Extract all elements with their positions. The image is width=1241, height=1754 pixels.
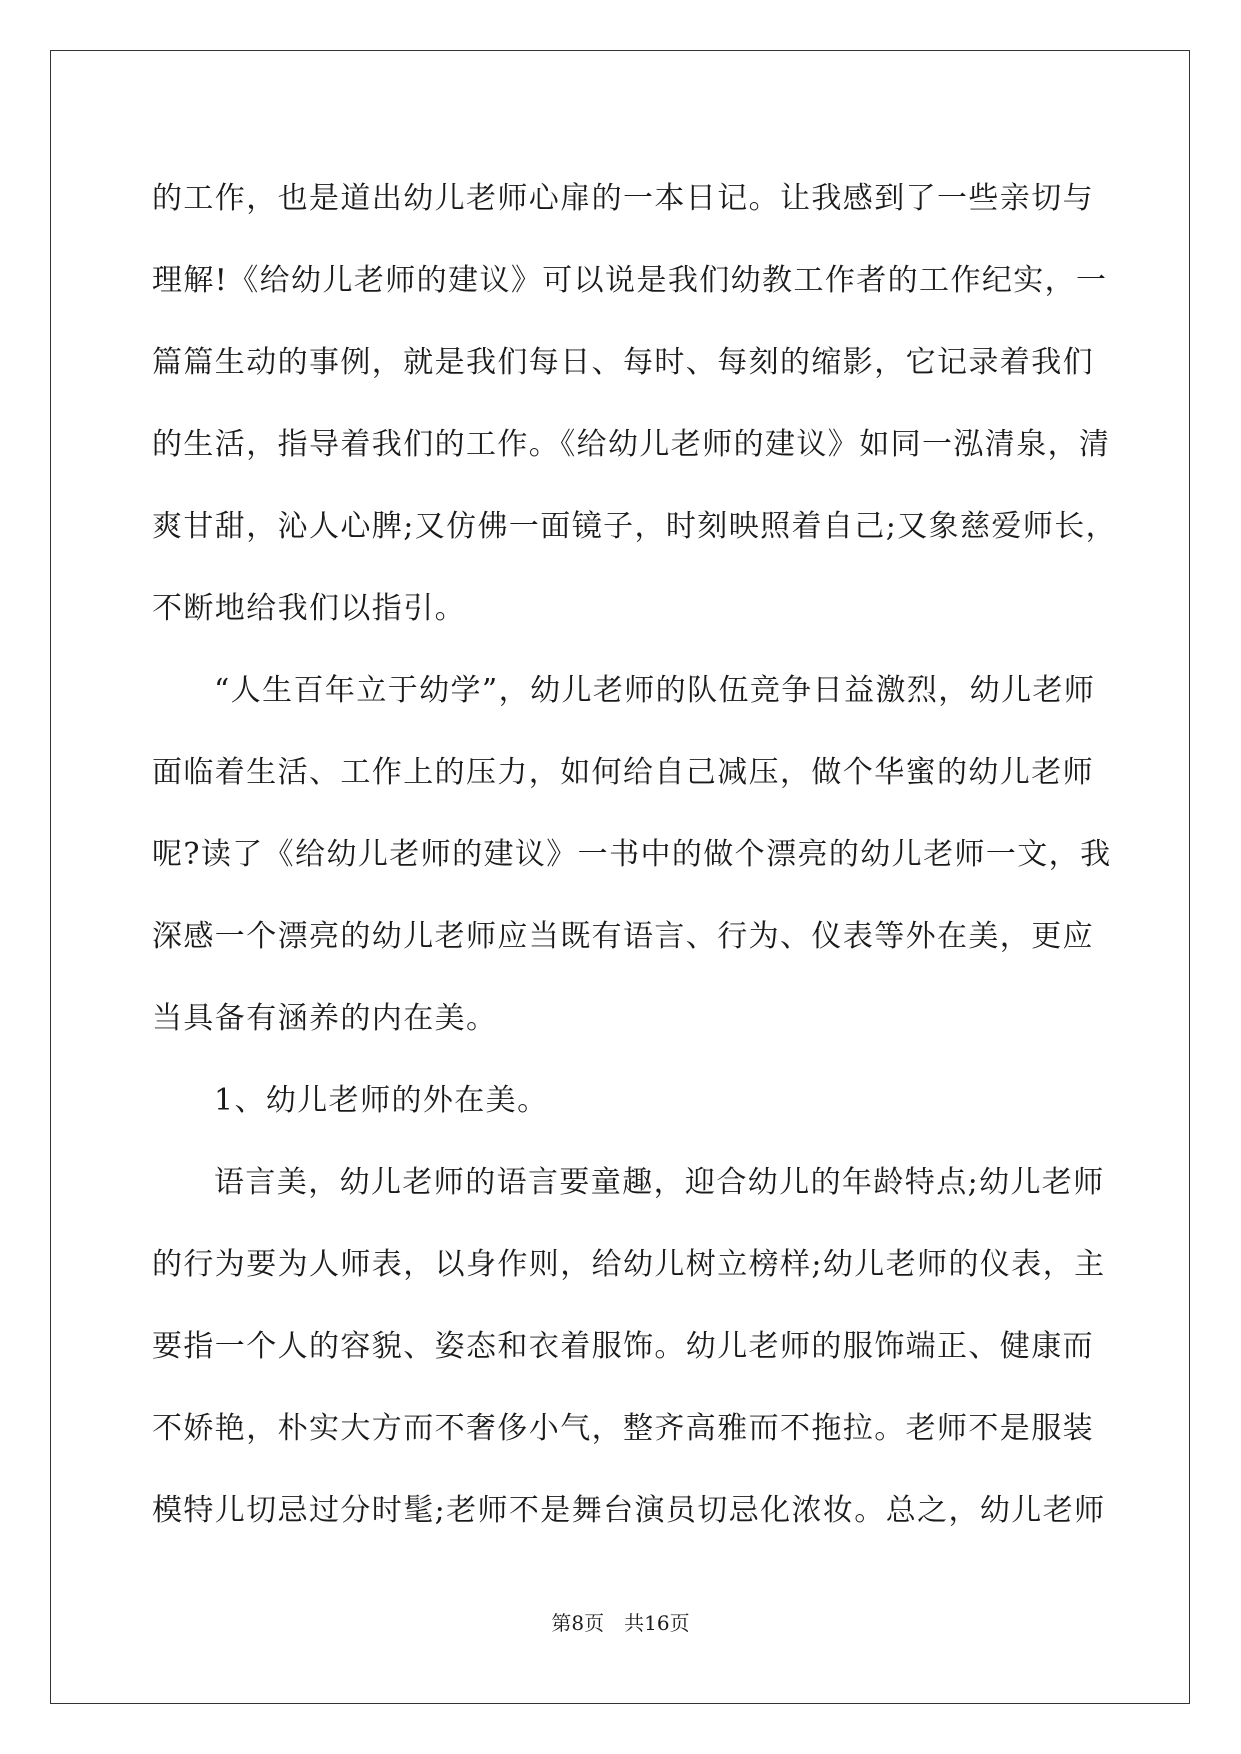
text-line: 的工作，也是道出幼儿老师心扉的一本日记。让我感到了一些亲切与 (152, 181, 1094, 216)
page-footer (0, 1607, 1241, 1636)
text-line: 呢?读了《给幼儿老师的建议》一书中的做个漂亮的幼儿老师一文，我 (152, 837, 1112, 872)
text-line: 的生活，指导着我们的工作。《给幼儿老师的建议》如同一泓清泉，清 (152, 427, 1111, 462)
text-line: 1、幼儿老师的外在美。 (214, 1083, 549, 1118)
text-line: 的行为要为人师表，以身作则，给幼儿树立榜样;幼儿老师的仪表，主 (152, 1247, 1106, 1282)
text-line: 深感一个漂亮的幼儿老师应当既有语言、行为、仪表等外在美，更应 (152, 919, 1094, 954)
page-number: 第8页 (551, 1611, 605, 1635)
text-line: “人生百年立于幼学”，幼儿老师的队伍竞争日益激烈，幼儿老师 (214, 673, 1096, 708)
paragraph-2 (152, 650, 1112, 1060)
text-line: 爽甘甜，沁人心脾;又仿佛一面镜子，时刻映照着自己;又象慈爱师长， (152, 509, 1118, 544)
text-line: 面临着生活、工作上的压力，如何给自己减压，做个华蜜的幼儿老师 (152, 755, 1094, 790)
text-line: 不断地给我们以指引。 (152, 591, 466, 626)
paragraph-1 (152, 158, 1118, 650)
paragraph-3 (152, 1142, 1106, 1552)
text-line: 篇篇生动的事例，就是我们每日、每时、每刻的缩影，它记录着我们 (152, 345, 1094, 380)
page-total: 共16页 (624, 1611, 690, 1635)
text-line: 当具备有涵养的内在美。 (152, 1001, 498, 1036)
text-line: 要指一个人的容貌、姿态和衣着服饰。幼儿老师的服饰端正、健康而 (152, 1329, 1094, 1364)
text-line: 模特儿切忌过分时髦;老师不是舞台演员切忌化浓妆。总之，幼儿老师 (152, 1493, 1106, 1528)
document-body (152, 158, 1118, 1552)
text-line: 不娇艳，朴实大方而不奢侈小气，整齐高雅而不拖拉。老师不是服装 (152, 1411, 1094, 1446)
text-line: 理解!《给幼儿老师的建议》可以说是我们幼教工作者的工作纪实，一 (152, 263, 1108, 298)
text-line: 语言美，幼儿老师的语言要童趣，迎合幼儿的年龄特点;幼儿老师 (214, 1165, 1105, 1200)
section-heading (152, 1060, 1092, 1142)
